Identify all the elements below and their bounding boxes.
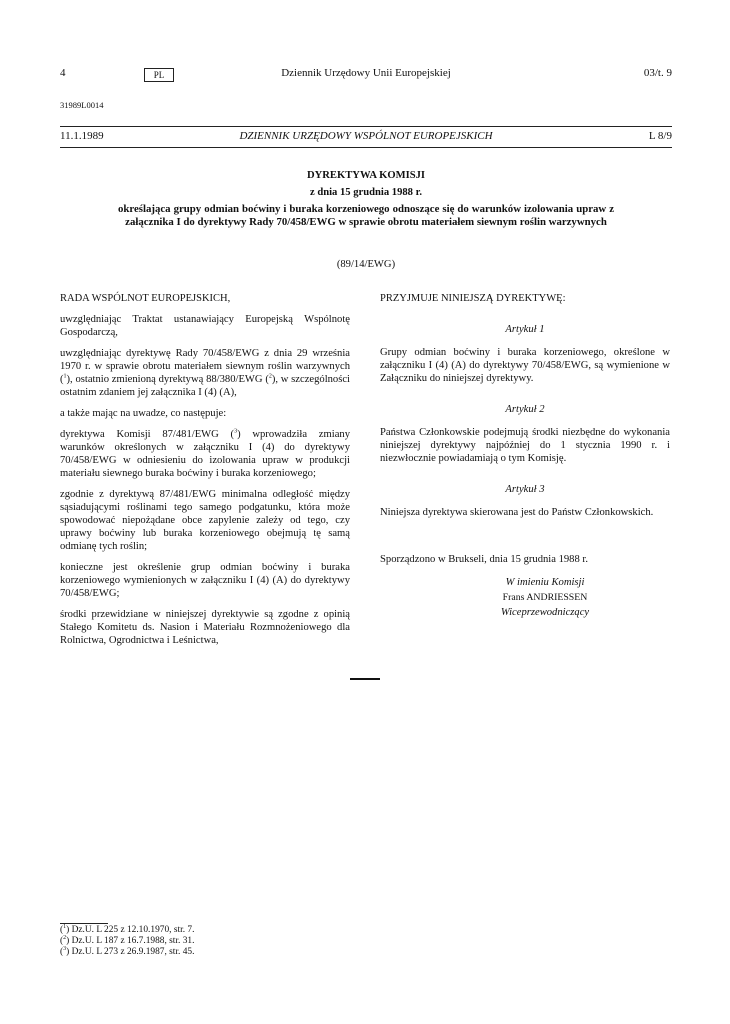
- journal-title: Dziennik Urzędowy Unii Europejskiej: [281, 67, 451, 79]
- footnotes: [60, 925, 194, 958]
- footnote-separator: [60, 923, 108, 924]
- right-column: [380, 292, 670, 627]
- volume-label: 03/t. 9: [643, 67, 672, 79]
- done-at: Sporządzono w Brukseli, dnia 15 grudnia 1988 r.: [380, 554, 589, 565]
- page-header: [60, 67, 672, 83]
- footnote-ref: 3: [234, 428, 238, 435]
- recital-distance: zgodnie z dyrektywą 87/481/EWG minimalna odległość między sąsiadującymi roślinami tego samego podgatunku, która może spowodować niepożądane obce zapylenie zależy od tego, czy uprawy boćwiny lub buraka korzeniowego obejmują tę samą odmianę tych roślin;: [60, 489, 350, 552]
- article-2-title: Artykuł 2: [505, 404, 545, 415]
- article-3-text: Niniejsza dyrektywa skierowana jest do Państw Członkowskich.: [380, 507, 654, 518]
- article-1-title: Artykuł 1: [505, 324, 545, 335]
- oj-header-bar: [60, 126, 672, 148]
- document-subject: określająca grupy odmian boćwiny i buraka korzeniowego odnoszące się do warunków izolowania upraw z załącznika I do dyrektywy Rady 70/458/EWG w sprawie obrotu materiałem siewnym roślin warzywnych: [118, 203, 614, 228]
- signatory-role: Wiceprzewodniczący: [500, 607, 590, 618]
- recital-intro: a także mając na uwadze, co następuje:: [60, 408, 227, 419]
- page-number: 4: [60, 67, 66, 79]
- oj-date: 11.1.1989: [60, 130, 104, 142]
- recital-treaty: uwzględniając Traktat ustanawiający Europejską Wspólnotę Gospodarczą,: [60, 314, 350, 338]
- recital-groups: konieczne jest określenie grup odmian boćwiny i buraka korzeniowego wymienionych w załączniku I (4) (A) do dyrektywy 70/458/EWG;: [60, 562, 350, 599]
- celex-number: 31989L0014: [60, 100, 104, 110]
- footnote: ($^2$) Dz.U. L 187 z 16.7.1988, str. 31.: [60, 934, 195, 946]
- article-3-title: Artykuł 3: [505, 484, 545, 495]
- recital-directive: uwzględniając dyrektywę Rady 70/458/EWG z dnia 29 września 1970 r. w sprawie obrotu materiałem siewnym roślin warzywnych ($^1$), ostatnio zmienioną dyrektywą 88/380/EWG ($^2$), w szczególności ostatnim zdaniem jej załącznika I (4) (A),: [60, 348, 350, 398]
- document-date: z dnia 15 grudnia 1988 r.: [309, 187, 423, 198]
- footnote-ref: 2: [268, 373, 272, 380]
- article-1-text: Grupy odmian boćwiny i buraka korzeniowego, określone w załączniku I (4) (A) do dyrektywy 70/458/EWG, są wymienione w Załączniku do niniejszej dyrektywy.: [380, 347, 670, 384]
- left-column: [60, 292, 350, 655]
- document-ref-number: (89/14/EWG): [336, 259, 396, 270]
- end-rule: [350, 678, 380, 680]
- oj-reference: L 8/9: [648, 130, 672, 142]
- recital-amendment: dyrektywa Komisji 87/481/EWG ($^3$) wprowadziła zmiany warunków określonych w załączniku I (4) do dyrektywy 70/458/EWG w odniesieniu do izolowania upraw w produkcji materiału siewnego buraka boćwiny i buraka korzeniowego;: [60, 428, 350, 479]
- oj-title: DZIENNIK URZĘDOWY WSPÓLNOT EUROPEJSKICH: [239, 130, 493, 142]
- recital-committee: środki przewidziane w niniejszej dyrektywie są zgodne z opinią Stałego Komitetu ds. Nasion i Materiału Rozmnożeniowego dla Rolnictwa, Ogrodnictwa i Leśnictwa,: [60, 609, 350, 646]
- signature-for: W imieniu Komisji: [505, 577, 585, 588]
- language-badge: PL: [144, 68, 174, 82]
- footnote-ref: 1: [63, 373, 67, 380]
- signatory-name: Frans ANDRIESSEN: [502, 592, 588, 603]
- council-heading: RADA WSPÓLNOT EUROPEJSKICH,: [60, 293, 231, 304]
- adopts-heading: PRZYJMUJE NINIEJSZĄ DYREKTYWĘ:: [380, 293, 566, 304]
- article-2-text: Państwa Członkowskie podejmują środki niezbędne do wykonania niniejszej dyrektywy najpóźniej do 1 stycznia 1990 r. i niezwłocznie powiadamiają o tym Komisję.: [380, 427, 670, 464]
- footnote: ($^1$) Dz.U. L 225 z 12.10.1970, str. 7.: [60, 923, 195, 935]
- document-heading: DYREKTYWA KOMISJI: [306, 170, 426, 181]
- footnote: ($^3$) Dz.U. L 273 z 26.9.1987, str. 45.: [60, 945, 195, 957]
